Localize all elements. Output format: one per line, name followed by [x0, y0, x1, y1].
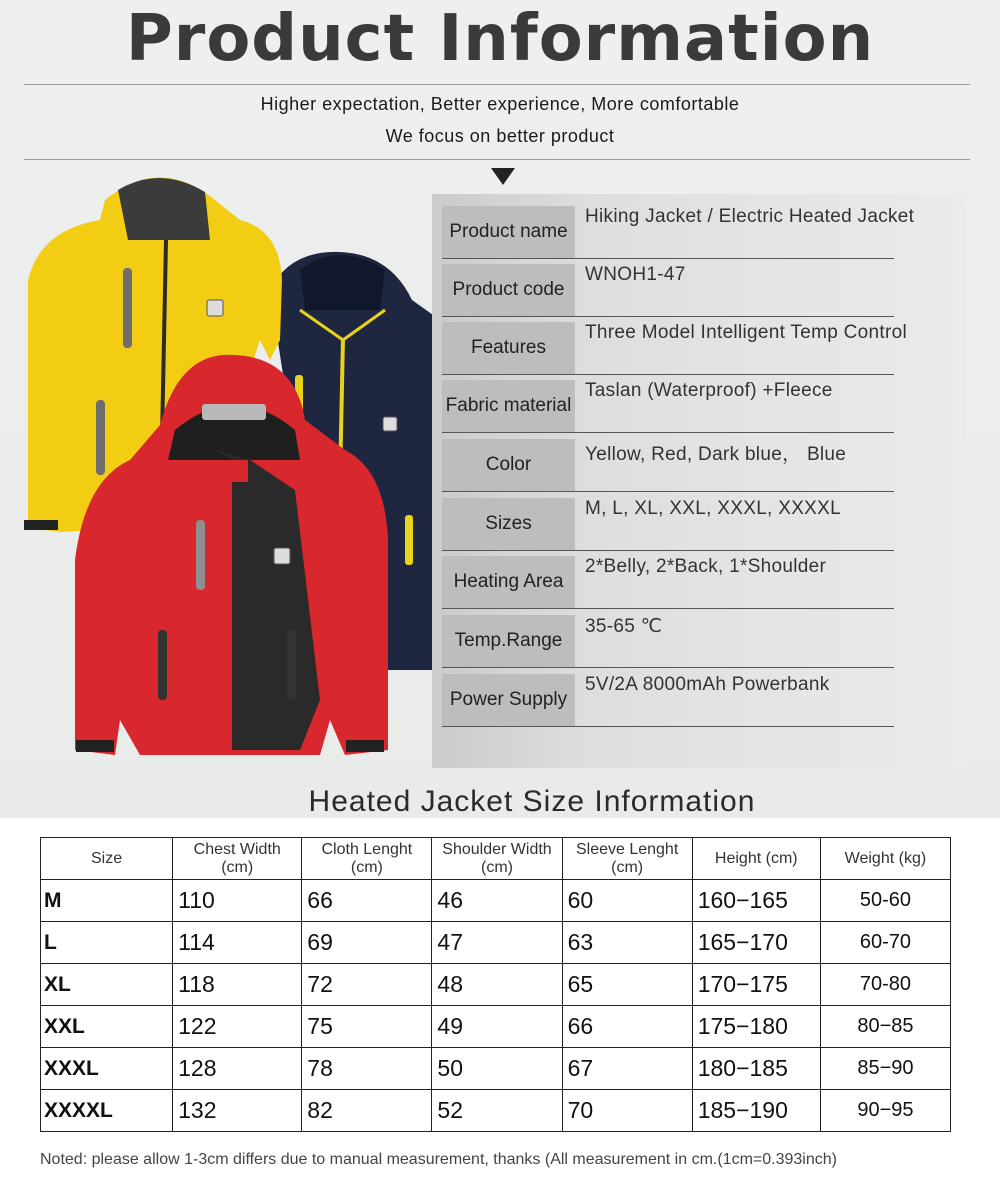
size-table-title: Heated Jacket Size Information — [308, 785, 756, 818]
info-row — [442, 488, 894, 547]
info-label: Features — [442, 322, 575, 374]
info-row — [442, 546, 894, 605]
column-header: Cloth Lenght (cm) — [302, 838, 432, 880]
table-cell: 175−180 — [692, 1006, 820, 1048]
column-header: Weight (kg) — [820, 838, 950, 880]
table-cell: 69 — [302, 922, 432, 964]
info-row — [442, 254, 894, 313]
table-cell: 165−170 — [692, 922, 820, 964]
info-value: 2*Belly, 2*Back, 1*Shoulder — [585, 556, 827, 577]
size-table — [40, 837, 951, 1132]
table-cell: 132 — [173, 1090, 302, 1132]
info-value: 35-65 ℃ — [585, 616, 663, 637]
table-cell: 70-80 — [820, 964, 950, 1006]
info-row — [442, 196, 915, 255]
tagline-1: Higher expectation, Better experience, More comfortable — [260, 94, 740, 114]
table-cell: 118 — [173, 964, 302, 1006]
info-label: Heating Area — [442, 556, 575, 608]
column-header: Size — [41, 838, 173, 880]
table-cell: 48 — [432, 964, 562, 1006]
info-label: Sizes — [442, 498, 575, 550]
info-value: M, L, XL, XXL, XXXL, XXXXL — [585, 498, 841, 519]
table-cell: 63 — [562, 922, 692, 964]
table-cell: 49 — [432, 1006, 562, 1048]
page-title: Product Information — [125, 2, 875, 76]
info-value: Hiking Jacket / Electric Heated Jacket — [585, 206, 915, 227]
measurement-note: Noted: please allow 1-3cm differs due to manual measurement, thanks (All measurement in cm.(1cm=0.393inch) — [40, 1151, 837, 1168]
info-row — [442, 429, 894, 488]
table-row — [41, 1048, 951, 1090]
table-cell: 82 — [302, 1090, 432, 1132]
info-row — [442, 605, 894, 664]
info-value: Three Model Intelligent Temp Control — [585, 322, 907, 343]
info-label: Color — [442, 439, 575, 491]
table-cell: 52 — [432, 1090, 562, 1132]
table-row — [41, 1090, 951, 1132]
table-cell: M — [41, 880, 173, 922]
info-row — [442, 664, 894, 723]
table-header-row — [41, 838, 951, 880]
table-cell: 50-60 — [820, 880, 950, 922]
table-cell: XXXXL — [41, 1090, 173, 1132]
jackets-illustration — [0, 160, 440, 770]
table-cell: 67 — [562, 1048, 692, 1090]
table-cell: 170−175 — [692, 964, 820, 1006]
table-cell: 50 — [432, 1048, 562, 1090]
table-cell: 78 — [302, 1048, 432, 1090]
down-arrow-icon — [491, 168, 515, 185]
table-row — [41, 964, 951, 1006]
table-cell: 90−95 — [820, 1090, 950, 1132]
table-cell: XXXL — [41, 1048, 173, 1090]
table-cell: 65 — [562, 964, 692, 1006]
table-cell: 60-70 — [820, 922, 950, 964]
info-row — [442, 312, 907, 371]
table-cell: 72 — [302, 964, 432, 1006]
table-row — [41, 880, 951, 922]
table-cell: 60 — [562, 880, 692, 922]
table-cell: 47 — [432, 922, 562, 964]
table-cell: 66 — [562, 1006, 692, 1048]
table-cell: 122 — [173, 1006, 302, 1048]
info-row — [442, 370, 894, 429]
info-value: 5V/2A 8000mAh Powerbank — [585, 674, 830, 695]
table-cell: 180−185 — [692, 1048, 820, 1090]
table-cell: 70 — [562, 1090, 692, 1132]
info-value: Taslan (Waterproof) +Fleece — [585, 380, 833, 401]
info-label: Temp.Range — [442, 615, 575, 667]
table-cell: XXL — [41, 1006, 173, 1048]
column-header: Shoulder Width (cm) — [432, 838, 562, 880]
table-cell: 160−165 — [692, 880, 820, 922]
table-row — [41, 1006, 951, 1048]
divider — [24, 84, 970, 85]
column-header: Height (cm) — [692, 838, 820, 880]
info-value: WNOH1-47 — [585, 264, 686, 285]
table-row — [41, 922, 951, 964]
table-cell: 66 — [302, 880, 432, 922]
info-label: Product name — [442, 206, 575, 258]
table-cell: 110 — [173, 880, 302, 922]
info-label: Power Supply — [442, 674, 575, 726]
table-cell: XL — [41, 964, 173, 1006]
table-cell: 128 — [173, 1048, 302, 1090]
tagline-2: We focus on better product — [385, 126, 615, 146]
table-cell: 75 — [302, 1006, 432, 1048]
table-cell: 80−85 — [820, 1006, 950, 1048]
table-cell: L — [41, 922, 173, 964]
info-label: Fabric material — [442, 380, 575, 432]
table-cell: 85−90 — [820, 1048, 950, 1090]
info-value: Yellow, Red, Dark blue， Blue — [585, 444, 847, 465]
info-label: Product code — [442, 264, 575, 316]
column-header: Sleeve Lenght (cm) — [562, 838, 692, 880]
table-cell: 46 — [432, 880, 562, 922]
table-cell: 185−190 — [692, 1090, 820, 1132]
table-cell: 114 — [173, 922, 302, 964]
column-header: Chest Width (cm) — [173, 838, 302, 880]
